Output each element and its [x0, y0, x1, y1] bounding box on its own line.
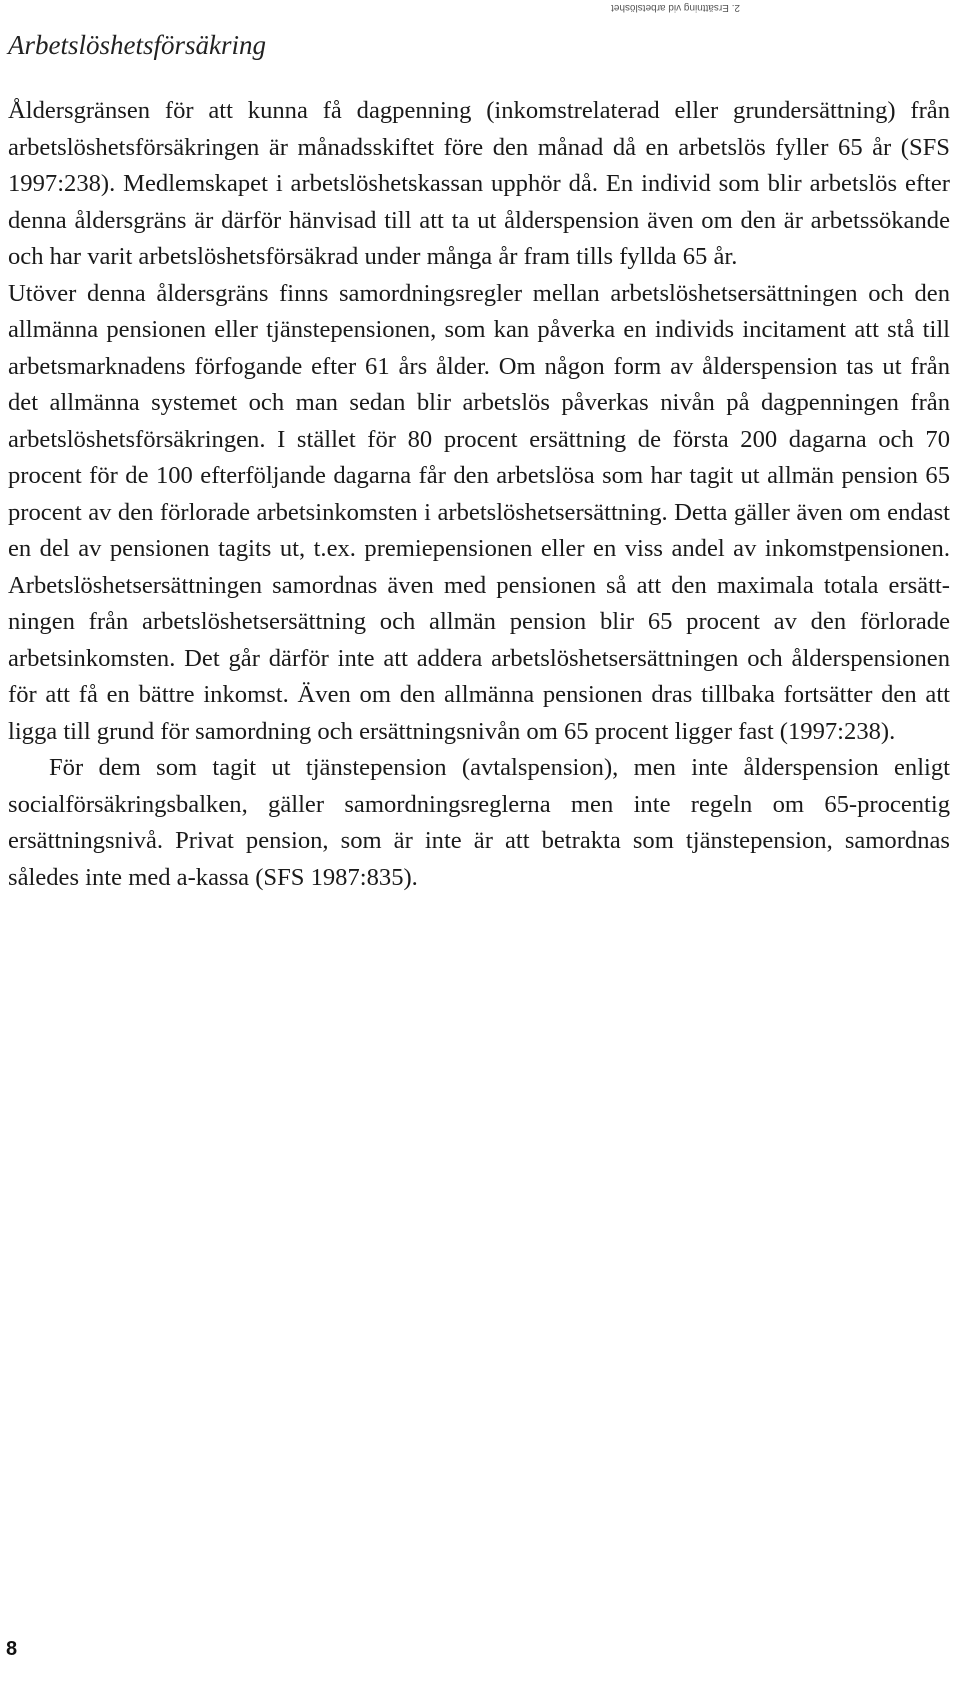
running-header: 2. Ersättning vid arbetslöshet	[611, 2, 740, 13]
paragraph-coordination-rules: Utöver denna åldersgräns finns samordningsregler mellan arbetslöshetsersättningen och den allmänna pensionen eller tjänstepensionen, som kan påverka en individs incitament att stå till arbetsmarknadens förfogande efter 61 års ålder. Om någon form av ålderspension tas ut från det allmänna systemet och man sedan blir arbetslös påverkas nivån på dagpenningen från arbetslöshetsförsäkringen. I stället för 80 procent ersättning de första 200 dagarna och 70 procent för de 100 efterföljande dagarna får den arbetslösa som har tagit ut allmän pension 65 procent av den förlorade arbetsinkomsten i arbetslöshetsersättning. Detta gäller även om endast en del av pensionen tagits ut, t.ex. premiepensionen eller en viss andel av inkomstpensionen. Arbetslöshetsersättningen samordnas även med pensionen så att den maximala totala ersättningen från arbetslöshetsersättning och allmän pension blir 65 procent av den förlorade arbetsinkomsten. Det går därför inte att addera arbetslöshetsersättningen och ålderspensionen för att få en bättre inkomst. Även om den allmänna pensionen dras tillbaka fortsätter den att ligga till grund för samordning och ersättningsnivån om 65 procent ligger fast (1997:238).	[8, 279, 950, 745]
paragraph-occupational-pension: För dem som tagit ut tjänstepension (avtalspension), men inte ålderspension enligt socialförsäkringsbalken, gäller samordningsreglerna men inte regeln om 65-procentig ersättningsnivå. Privat pension, som är inte är att betrakta som tjänstepension, samordnas således inte med a-kassa (SFS 1987:835).	[8, 754, 950, 891]
page-number: 8	[6, 1638, 18, 1660]
body-text	[8, 93, 950, 896]
paragraph-age-limit: Åldersgränsen för att kunna få dagpenning (inkomstrelaterad eller grundersättning) från arbetslöshetsförsäkringen är månadsskiftet före den månad då en arbetslös fyller 65 år (SFS 1997:238). Medlemskapet i arbetslöshetskassan upphör då. En individ som blir arbetslös efter denna åldersgräns är därför hänvisad till att ta ut ålderspension även om den är arbetssökande och har varit arbetslöshetsförsäkrad under många år fram tills fyllda 65 år.	[8, 97, 950, 270]
section-title: Arbetslöshetsförsäkring	[8, 30, 267, 60]
